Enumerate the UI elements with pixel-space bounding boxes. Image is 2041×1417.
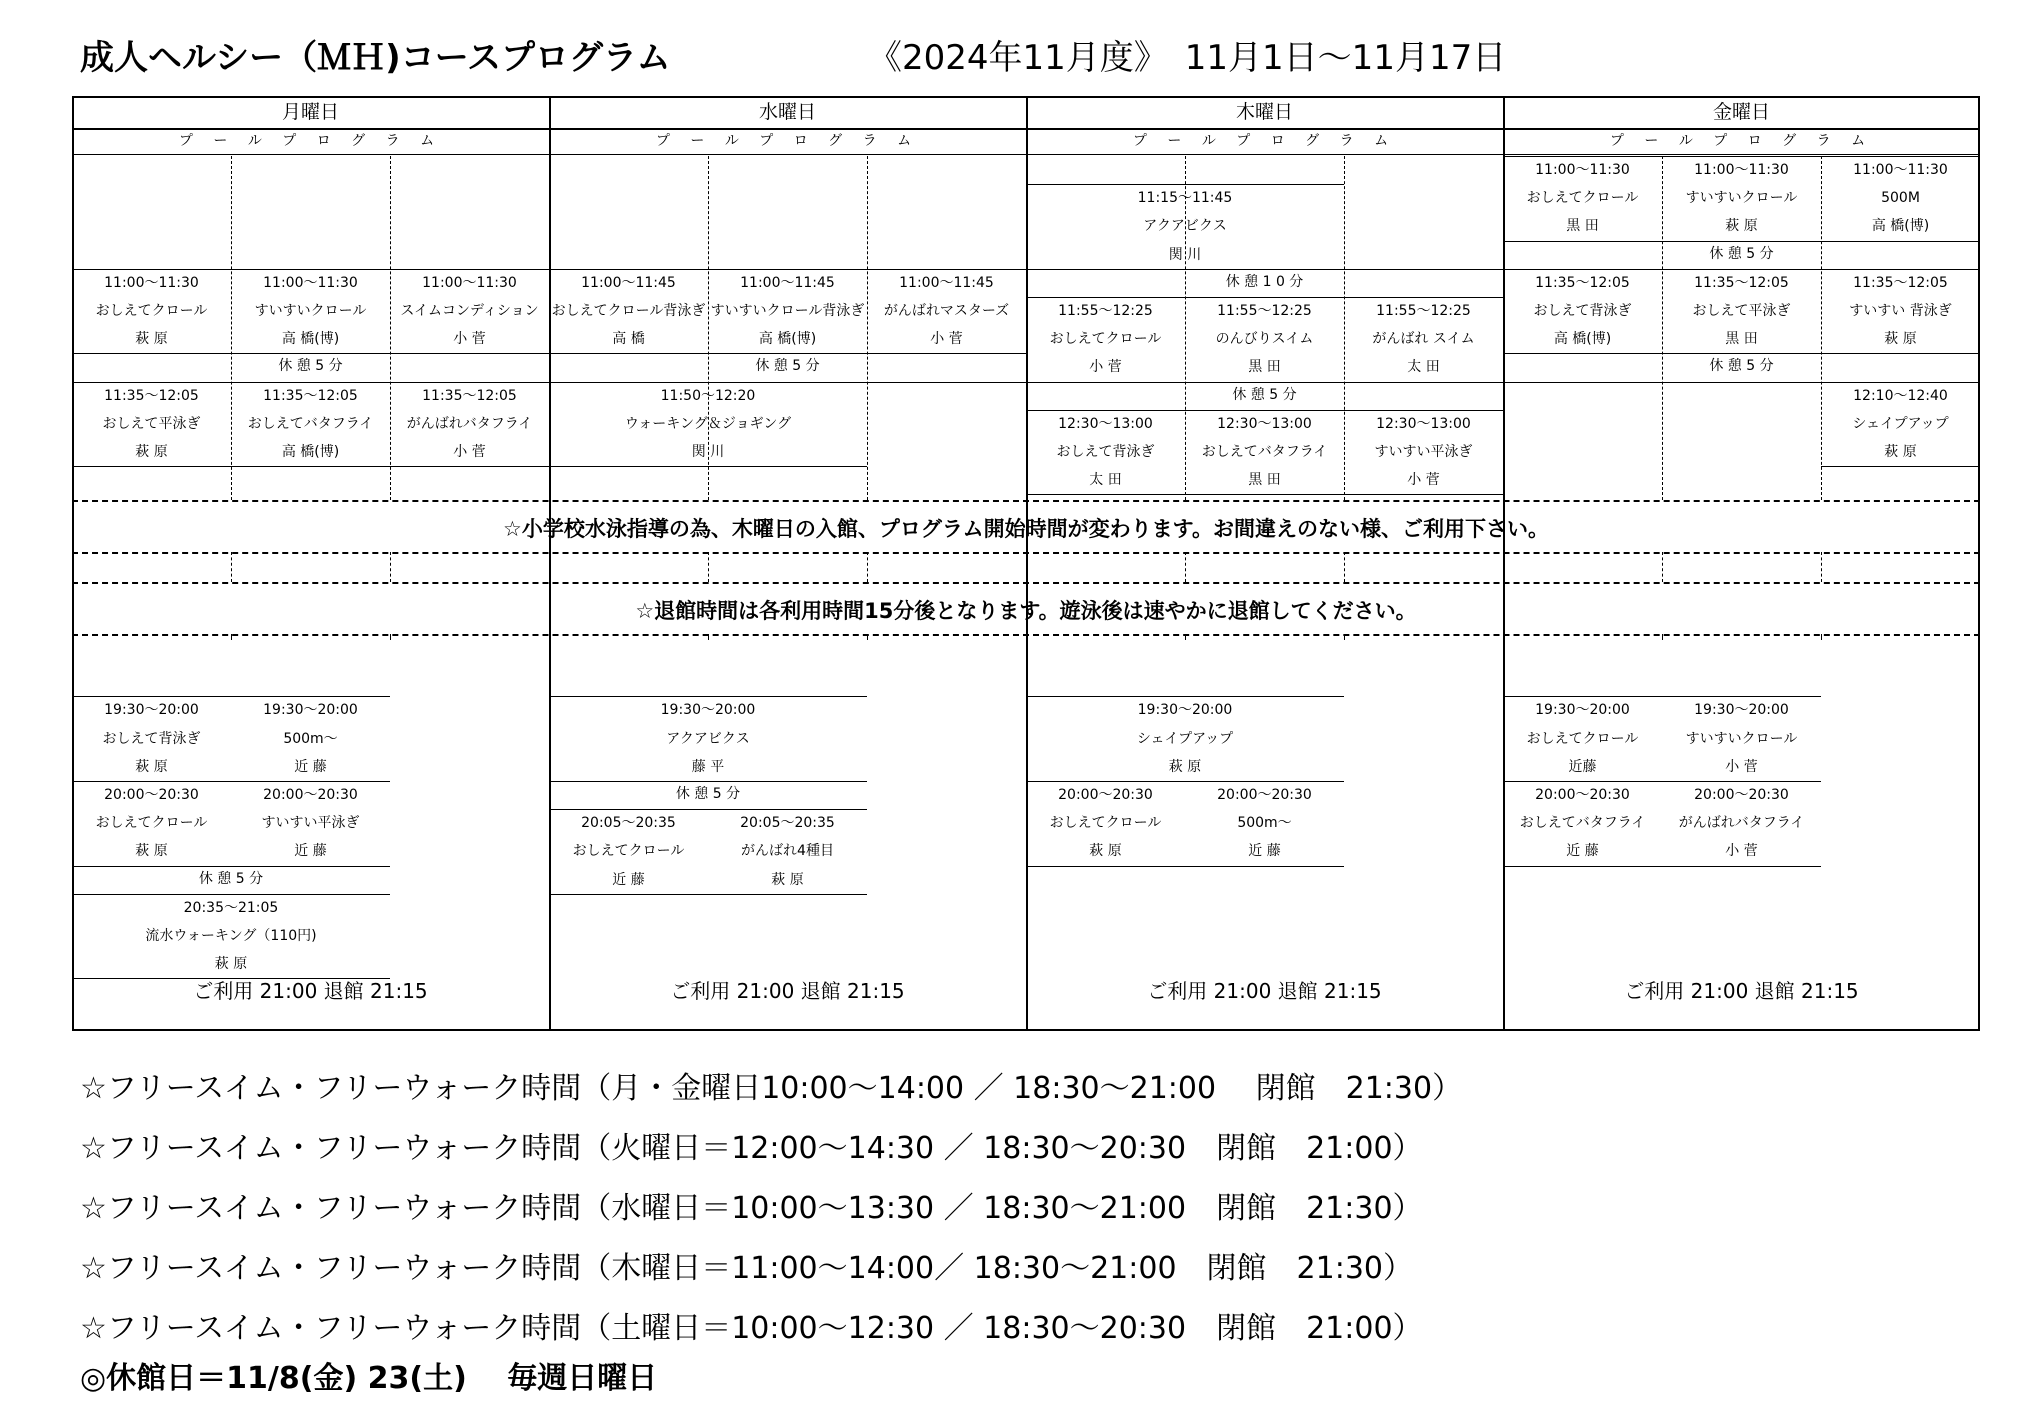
exit-time-label: ご利用 21:00 退館 21:15 [670,979,905,1003]
instructor-name: 高 橋(博) [1553,331,1612,348]
instructor-name: 高 橋(博) [281,444,340,460]
break-label: 休 憩 5 分 [198,870,264,887]
class-name: ウォーキング＆ジョギング [624,415,792,432]
class-time: 11:35～12:05 [104,387,199,404]
row-line [1503,241,1980,242]
class-name: おしえてバタフライ [1201,444,1328,460]
class-name: おしえてクロール [572,843,685,860]
class-name: 流水ウォーキング（110円) [145,928,317,944]
class-name: アクアビクス [666,730,750,747]
class-time: 20:00～20:30 [104,787,199,803]
column-guide [1185,552,1186,582]
class-time: 12:30～13:00 [1058,415,1153,432]
row-line [708,894,867,895]
instructor-name: 萩 原 [1884,331,1917,348]
class-time: 11:00～11:30 [104,274,199,291]
instructor-name: 萩 原 [1089,843,1122,860]
class-time: 11:00～11:30 [1853,162,1948,178]
instructor-name: 萩 原 [1884,444,1917,460]
class-time: 11:55～12:25 [1376,303,1471,319]
free-swim-line-1: ☆フリースイム・フリーウォーク時間（月・金曜日10:00～14:00 ／ 18:30～21:00 閉館 21:30） [80,1071,1463,1106]
notice-border [72,552,1980,554]
class-name: すいすいクロール [254,303,367,319]
class-time: 11:35～12:05 [1694,274,1789,291]
row-line [72,466,231,467]
class-name: おしえてクロール [1049,815,1162,832]
class-time: 12:30～13:00 [1217,415,1312,432]
class-name: のんびりスイム [1215,331,1314,348]
row-line [231,466,390,467]
instructor-name: 太 田 [1407,359,1440,376]
free-swim-line-3: ☆フリースイム・フリーウォーク時間（水曜日＝10:00～13:30 ／ 18:30～21:00 閉館 21:30） [80,1191,1423,1226]
class-time: 19:30～20:00 [1535,702,1630,719]
class-name: スイムコンディション [400,303,539,319]
instructor-name: 藤 平 [691,758,725,775]
class-time: 11:00～11:30 [1694,162,1789,178]
class-time: 11:00～11:30 [422,274,517,291]
instructor-name: 萩 原 [135,444,168,460]
class-time: 12:10～12:40 [1853,387,1948,404]
class-name: おしえてバタフライ [1519,815,1646,832]
instructor-name: 小 菅 [453,331,486,348]
break-label: 休 憩 5 分 [278,358,343,375]
class-time: 20:00～20:30 [1535,787,1630,803]
class-time: 20:00～20:30 [1217,787,1312,803]
class-name: シェイプアップ [1852,415,1949,432]
class-time: 19:30～20:00 [1137,702,1233,719]
class-time: 20:05～20:35 [581,815,676,832]
class-time: 12:30～13:00 [1376,415,1471,432]
class-time: 11:00～11:45 [899,274,994,291]
day-header-3: 木曜日 [1026,96,1503,130]
class-time: 11:35～12:05 [422,387,517,404]
instructor-name: 太 田 [1089,472,1122,489]
row-line [1344,494,1503,495]
class-time: 11:35～12:05 [263,387,358,404]
instructor-name: 小 菅 [453,444,486,460]
closed-days: ◎休館日＝11/8(金) 23(土) 毎週日曜日 [80,1361,658,1396]
class-time: 20:00～20:30 [1694,787,1789,803]
class-time: 11:50～12:20 [660,387,756,404]
class-time: 11:00～11:30 [263,274,358,291]
row-line [549,353,1026,354]
instructor-name: 萩 原 [135,758,168,775]
class-name: おしえてクロール [95,815,208,832]
instructor-name: 小 菅 [1725,758,1758,775]
day-header-2: 水曜日 [549,96,1026,130]
notice-border [72,634,1980,636]
class-name: おしえて背泳ぎ [1533,303,1632,319]
class-time: 11:35～12:05 [1535,274,1630,291]
free-swim-line-2: ☆フリースイム・フリーウォーク時間（火曜日＝12:00～14:30 ／ 18:30～20:30 閉館 21:00） [80,1131,1423,1166]
exit-time-label: ご利用 21:00 退館 21:15 [1624,979,1859,1003]
instructor-name: 関 川 [691,444,725,460]
page-title: 成人ヘルシー（ＭＨ)コースプログラム [80,38,671,78]
row-line [1821,466,1980,467]
class-name: おしえて背泳ぎ [102,730,201,747]
class-name: がんばれマスターズ [883,303,1010,319]
class-name: すいすいクロール背泳ぎ [710,303,865,319]
row-line [1503,353,1980,354]
row-line [72,866,390,867]
exit-time-label: ご利用 21:00 退館 21:15 [1147,979,1382,1003]
class-name: アクアビクス [1143,218,1227,235]
class-name: おしえてクロール [95,303,208,319]
instructor-name: 黒 田 [1248,472,1281,489]
row-line [549,781,867,782]
class-name: おしえてクロール [1049,331,1162,348]
class-time: 20:05～20:35 [740,815,835,832]
class-name: 500m～ [283,730,338,747]
notice-2: ☆退館時間は各利用時間15分後となります。遊泳後は速やかに退館してください。 [635,599,1417,623]
column-guide [390,552,391,582]
class-name: 500m～ [1237,815,1292,832]
column-guide [231,552,232,582]
class-time: 11:15～11:45 [1137,190,1233,207]
instructor-name: 近 藤 [294,843,327,860]
notice-1: ☆小学校水泳指導の為、木曜日の入館、プログラム開始時間が変わります。お間違えのない様、ご利用下さい。 [503,517,1549,541]
class-time: 11:35～12:05 [1853,274,1948,291]
class-time: 11:55～12:25 [1058,303,1153,319]
instructor-name: 近藤 [1568,758,1597,775]
instructor-name: 小 菅 [1407,472,1440,489]
class-name: がんばれバタフライ [1678,815,1805,832]
class-name: 500M [1881,190,1920,207]
class-name: おしえてクロール [1526,730,1639,747]
pool-program-label: プ ー ル プ ロ グ ラ ム [1503,128,1980,155]
column-guide [1344,552,1345,582]
break-label: 休 憩 5 分 [755,358,820,375]
pool-program-label: プ ー ル プ ロ グ ラ ム [1026,128,1503,155]
instructor-name: 小 菅 [1725,843,1758,860]
column-guide [1662,552,1663,582]
class-time: 11:55～12:25 [1217,303,1312,319]
class-name: すいすいクロール [1685,730,1798,747]
class-name: おしえて平泳ぎ [102,415,201,432]
class-time: 11:00～11:45 [581,274,676,291]
class-name: シェイプアップ [1136,730,1234,747]
column-guide [867,552,868,582]
instructor-name: 近 藤 [612,871,645,888]
pool-program-label: プ ー ル プ ロ グ ラ ム [549,128,1026,155]
instructor-name: 黒 田 [1566,218,1599,235]
class-time: 19:30～20:00 [1694,702,1789,719]
class-time: 20:35～21:05 [183,899,279,916]
class-name: おしえてクロール [1526,190,1639,207]
day-header-4: 金曜日 [1503,96,1980,130]
class-name: すいすい平泳ぎ [261,815,360,832]
row-line [1662,866,1821,867]
instructor-name: 高 橋 [612,331,645,348]
row-line [72,353,549,354]
class-name: おしえてバタフライ [247,415,374,432]
class-time: 19:30～20:00 [104,702,199,719]
instructor-name: 高 橋(博) [1871,218,1930,235]
class-time: 19:30～20:00 [660,702,756,719]
instructor-name: 萩 原 [1168,758,1202,775]
class-time: 20:00～20:30 [263,787,358,803]
class-name: がんばれ4種目 [741,843,834,860]
period-label: 《2024年11月度》 11月1日～11月17日 [868,38,1507,78]
pool-program-label: プ ー ル プ ロ グ ラ ム [72,128,549,155]
row-line [1185,494,1344,495]
class-name: すいすい 背泳ぎ [1849,303,1952,319]
row-line [390,466,549,467]
instructor-name: 萩 原 [135,331,168,348]
instructor-name: 高 橋(博) [281,331,340,348]
break-label: 休 憩 5 分 [675,786,741,802]
column-guide [1821,552,1822,582]
instructor-name: 関 川 [1168,246,1202,263]
instructor-name: 小 菅 [1089,359,1122,376]
class-time: 11:00～11:45 [740,274,835,291]
instructor-name: 高 橋(博) [758,331,817,348]
row-line [1026,494,1185,495]
class-name: すいすいクロール [1685,190,1798,207]
free-swim-line-5: ☆フリースイム・フリーウォーク時間（土曜日＝10:00～12:30 ／ 18:30～20:30 閉館 21:00） [80,1311,1423,1346]
row-line [549,466,867,467]
class-name: おしえて背泳ぎ [1056,444,1155,460]
break-label: 休 憩 5 分 [1709,245,1774,262]
row-line [1026,269,1503,270]
class-time: 19:30～20:00 [263,702,358,719]
instructor-name: 黒 田 [1248,359,1281,376]
instructor-name: 近 藤 [294,758,327,775]
class-name: がんばれ スイム [1372,331,1475,348]
row-line [1026,382,1503,383]
class-name: がんばれバタフライ [406,415,533,432]
instructor-name: 近 藤 [1566,843,1599,860]
row-line [549,894,708,895]
class-time: 20:00～20:30 [1058,787,1153,803]
break-label: 休 憩 5 分 [1232,386,1297,403]
notice-border [72,500,1980,502]
row-line [1185,866,1344,867]
class-time: 11:00～11:30 [1535,162,1630,178]
notice-border [72,582,1980,584]
break-label: 休 憩 5 分 [1709,358,1774,375]
row-line [1503,866,1662,867]
instructor-name: 黒 田 [1725,331,1758,348]
day-header-1: 月曜日 [72,96,549,130]
class-name: おしえて平泳ぎ [1692,303,1791,319]
break-label: 休 憩 1 0 分 [1225,273,1304,290]
free-swim-line-4: ☆フリースイム・フリーウォーク時間（木曜日＝11:00～14:00／ 18:30～21:00 閉館 21:30） [80,1251,1414,1286]
column-guide [708,552,709,582]
instructor-name: 萩 原 [1725,218,1758,235]
instructor-name: 近 藤 [1248,843,1281,860]
class-name: おしえてクロール背泳ぎ [551,303,706,319]
instructor-name: 萩 原 [771,871,804,888]
instructor-name: 萩 原 [214,956,248,973]
row-line [1026,866,1185,867]
instructor-name: 萩 原 [135,843,168,860]
class-name: すいすい平泳ぎ [1374,444,1473,460]
instructor-name: 小 菅 [930,331,963,348]
exit-time-label: ご利用 21:00 退館 21:15 [193,979,428,1003]
